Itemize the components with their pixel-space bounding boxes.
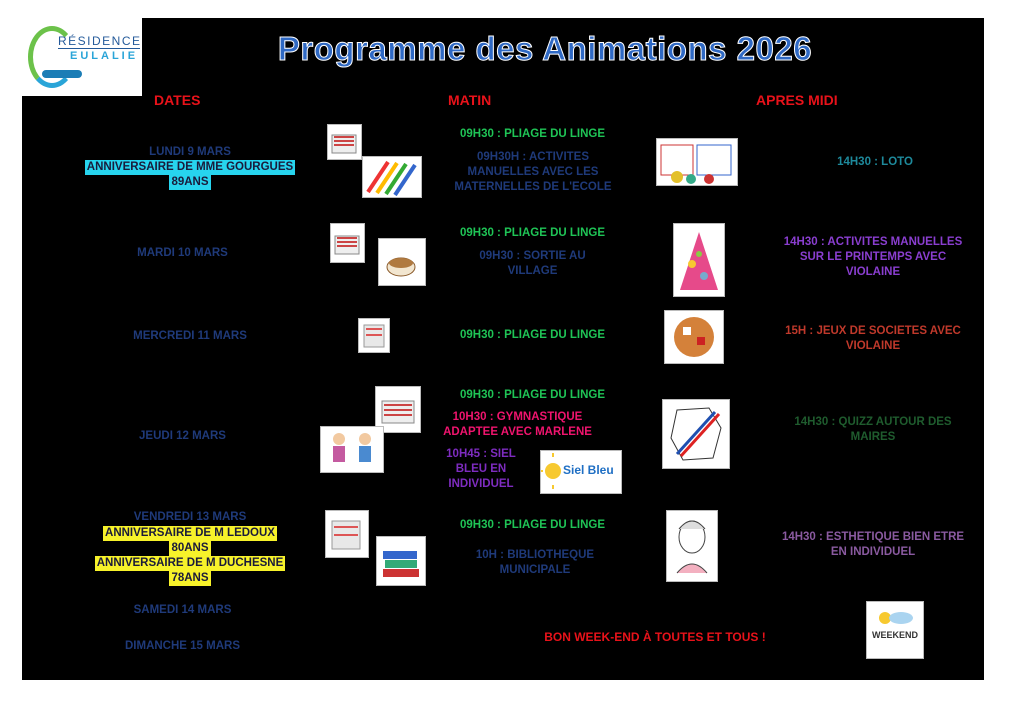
laundry-folding-image [330, 223, 365, 263]
date-jeudi: JEUDI 12 MARS [139, 430, 226, 442]
birthday-name: ANNIVERSAIRE DE M DUCHESNE [96, 557, 284, 569]
afternoon-activity: 14H30 : ACTIVITES MANUELLES SUR LE PRINTEMPS AVEC VIOLAINE [783, 236, 963, 278]
laundry-folding-image [358, 318, 390, 353]
laundry-folding-image [327, 124, 362, 160]
date-mardi: MARDI 10 MARS [137, 247, 228, 259]
date-samedi: SAMEDI 14 MARS [133, 604, 232, 616]
header-apres-midi: APRES MIDI [756, 92, 838, 108]
afternoon-activity: 14H30 : LOTO [837, 156, 913, 168]
morning-activity: 10H45 : SIEL BLEU EN INDIVIDUEL [446, 448, 516, 490]
colored-pencils-image [362, 156, 422, 198]
board-games-image [664, 310, 724, 364]
morning-activity: 09H30 : PLIAGE DU LINGE [459, 128, 606, 140]
spring-flowers-craft-image [673, 223, 725, 297]
laundry-folding-image [325, 510, 369, 558]
beauty-wellness-image [666, 510, 718, 582]
date-dimanche: DIMANCHE 15 MARS [124, 640, 240, 652]
morning-activity: 09H30 : PLIAGE DU LINGE [459, 389, 606, 401]
birthday-note [60, 160, 320, 190]
loto-cards-image [656, 138, 738, 186]
afternoon-activity: 15H : JEUX DE SOCIETES AVEC VIOLAINE [785, 325, 961, 352]
header-dates: DATES [154, 92, 201, 108]
weekend-image-text: WEEKEND [871, 630, 918, 640]
siel-bleu-logo-text: Siel Bleu [563, 463, 614, 477]
morning-activity: 09H30 : SORTIE AU VILLAGE [479, 250, 586, 277]
morning-activity: 09H30 : PLIAGE DU LINGE [459, 519, 606, 531]
logo-swoosh-graphic [42, 70, 82, 78]
gymnastics-image [320, 426, 384, 473]
logo-text-residence: RÉSIDENCE [58, 34, 142, 48]
books-stack-image [376, 536, 426, 586]
siel-bleu-logo [540, 450, 622, 494]
birthday-age: 78ANS [171, 572, 209, 584]
birthday-age: 80ANS [171, 542, 209, 554]
date-vendredi: VENDREDI 13 MARS [133, 511, 247, 523]
birthday-name: ANNIVERSAIRE DE MME GOURGUES [86, 161, 294, 173]
logo-text-eulalie: EULALIE [70, 50, 139, 62]
morning-activity: 09H30 : PLIAGE DU LINGE [459, 329, 606, 341]
birthday-name: ANNIVERSAIRE DE M LEDOUX [105, 527, 275, 539]
morning-activity: 10H : BIBLIOTHEQUE MUNICIPALE [475, 549, 595, 576]
afternoon-activity: 14H30 : QUIZZ AUTOUR DES MAIRES [794, 416, 952, 443]
birthday-age: 89ANS [171, 176, 209, 188]
morning-activity: 09H30 : PLIAGE DU LINGE [459, 227, 606, 239]
page-title: Programme des Animations 2026 [277, 30, 813, 67]
birthday-note [60, 526, 320, 586]
residence-logo [22, 18, 142, 96]
afternoon-activity: 14H30 : ESTHETIQUE BIEN ETRE EN INDIVIDUEL [781, 531, 965, 558]
happy-weekend-image [866, 601, 924, 659]
header-matin: MATIN [448, 92, 492, 108]
logo-divider [58, 48, 140, 49]
weekend-message: BON WEEK-END À TOUTES ET TOUS ! [544, 630, 766, 644]
france-map-sash-image [662, 399, 730, 469]
morning-activity: 10H30 : GYMNASTIQUE ADAPTEE AVEC MARLENE [443, 411, 592, 438]
date-lundi: LUNDI 9 MARS [149, 146, 231, 158]
date-mercredi: MERCREDI 11 MARS [133, 330, 247, 342]
morning-activity: 09H30H : ACTIVITES MANUELLES AVEC LES MATERNELLES DE L'ECOLE [454, 151, 612, 193]
coffee-cup-image [378, 238, 426, 286]
